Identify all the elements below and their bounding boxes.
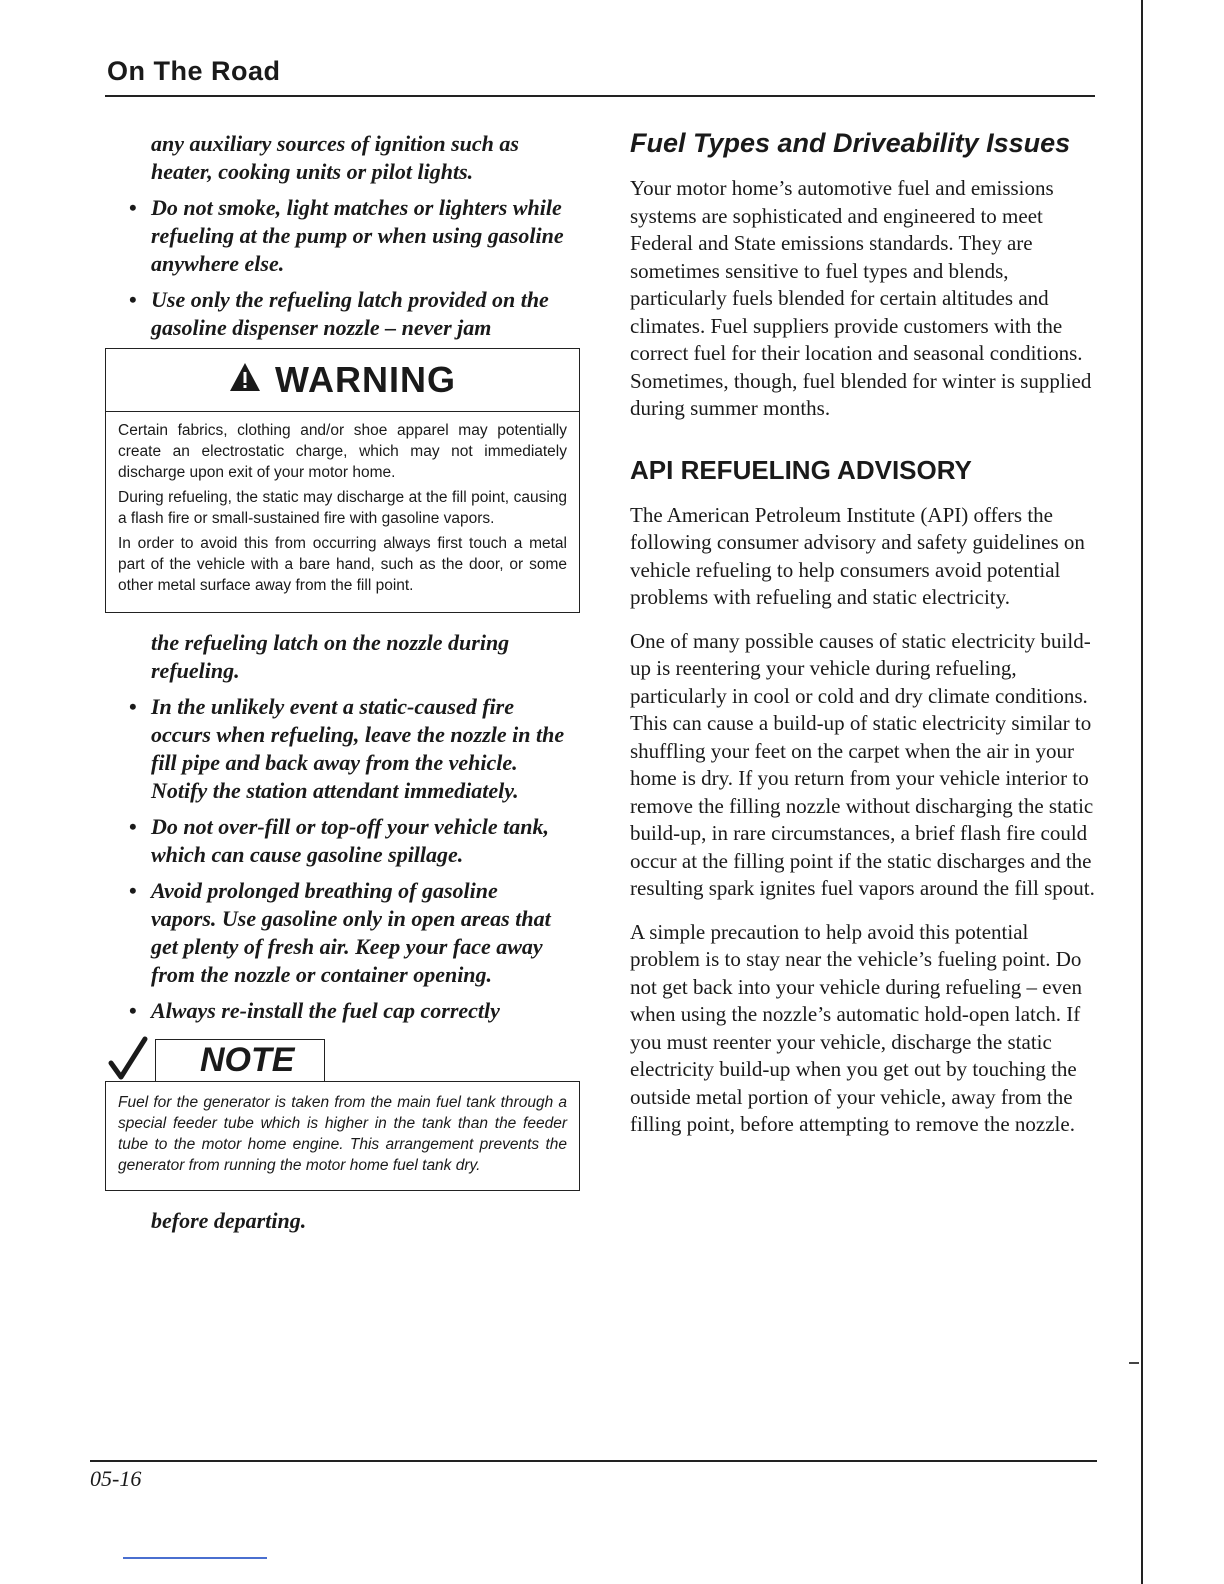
bullet-list-top bbox=[105, 194, 580, 342]
final-text: before departing. bbox=[151, 1208, 307, 1233]
page-number: 05-16 bbox=[90, 1466, 142, 1491]
list-item: • Always re-install the fuel cap correctly bbox=[105, 997, 580, 1025]
list-item: • Do not over-fill or top-off your vehicle tank, which can cause gasoline spillage. bbox=[105, 813, 580, 869]
header-rule bbox=[105, 95, 1095, 97]
bottom-mark bbox=[123, 1557, 267, 1559]
note-section bbox=[105, 1035, 580, 1191]
warning-paragraph: Certain fabrics, clothing and/or shoe apparel may potentially create an electrostatic charge, which may not immediately discharge upon exit of your motor home. bbox=[118, 422, 567, 481]
section-title: On The Road bbox=[107, 56, 281, 86]
warning-title: WARNING bbox=[275, 359, 456, 400]
api-advisory-heading: API REFUELING ADVISORY bbox=[630, 454, 972, 485]
list-item: • Do not smoke, light matches or lighters while refueling at the pump or when using gasoline anywhere else. bbox=[105, 194, 580, 278]
note-title: NOTE bbox=[155, 1039, 325, 1081]
page-edge-tick bbox=[1129, 1362, 1139, 1364]
warning-body bbox=[106, 412, 579, 612]
intro-continuation: any auxiliary sources of ignition such as heater, cooking units or pilot lights. bbox=[151, 131, 519, 184]
footer-rule bbox=[90, 1460, 1097, 1462]
warning-paragraph: During refueling, the static may discharge at the fill point, causing a flash fire or small-sustained fire with gasoline vapors. bbox=[118, 489, 567, 527]
bullet-list-bottom bbox=[105, 693, 580, 1025]
checkmark-icon bbox=[105, 1035, 155, 1081]
fuel-types-heading: Fuel Types and Driveability Issues bbox=[630, 128, 1071, 158]
left-column bbox=[105, 130, 580, 1235]
warning-paragraph: In order to avoid this from occurring always first touch a metal part of the vehicle with a bare hand, such as the door, or some other metal surface away from the fill point. bbox=[118, 535, 567, 594]
list-item: • In the unlikely event a static-caused fire occurs when refueling, leave the nozzle in the fill pipe and back away from the vehicle. Notify the station attendant immediately. bbox=[105, 693, 580, 805]
api-paragraph: One of many possible causes of static electricity build-up is reentering your vehicle during refueling, particularly in cool or cold and dry climate conditions. This can cause a build-up of static electricity similar to shuffling your feet on the carpet when the air in your home is dry. If you return from your vehicle interior to remove the filling nozzle without discharging the static build-up, in rare circumstances, a brief flash fire could occur at the filling point if the static discharges and the resulting spark ignites fuel vapors around the fill spout. bbox=[630, 628, 1095, 900]
note-header bbox=[105, 1035, 580, 1081]
continuation-text: the refueling latch on the nozzle during refueling. bbox=[151, 630, 510, 683]
page-edge-line bbox=[1141, 0, 1143, 1584]
list-item: • Use only the refueling latch provided on the gasoline dispenser nozzle – never jam bbox=[105, 286, 580, 342]
api-paragraph: The American Petroleum Institute (API) offers the following consumer advisory and safety guidelines on vehicle refueling to help consumers avoid potential problems with refueling and static electricity. bbox=[630, 502, 1085, 609]
warning-box bbox=[105, 348, 580, 613]
warning-header bbox=[106, 349, 579, 412]
warning-triangle-icon bbox=[229, 359, 261, 401]
right-column bbox=[630, 128, 1098, 1155]
api-paragraph: A simple precaution to help avoid this potential problem is to stay near the vehicle’s fueling point. Do not get back into your vehicle during refueling – even when using the nozzle’s automatic hold-open latch. If you must reenter your vehicle, discharge the static electricity build-up when you get out by touching the outside metal portion of your vehicle, away from the filling point, before attempting to remove the nozzle. bbox=[630, 919, 1082, 1136]
fuel-types-paragraph: Your motor home’s automotive fuel and emissions systems are sophisticated and engineered to meet Federal and State emissions standards. They are sometimes sensitive to fuel types and blends, particularly fuels blended for certain altitudes and climates. Fuel suppliers provide customers with the correct fuel for their location and seasonal conditions. Sometimes, though, fuel blended for winter is supplied during summer months. bbox=[630, 176, 1092, 420]
note-body: Fuel for the generator is taken from the main fuel tank through a special feeder tube which is higher in the tank than the feeder tube to the motor home engine. This arrangement prevents the generator from running the motor home fuel tank dry. bbox=[105, 1081, 580, 1191]
list-item: • Avoid prolonged breathing of gasoline vapors. Use gasoline only in open areas that get plenty of fresh air. Keep your face away from the nozzle or container opening. bbox=[105, 877, 580, 989]
